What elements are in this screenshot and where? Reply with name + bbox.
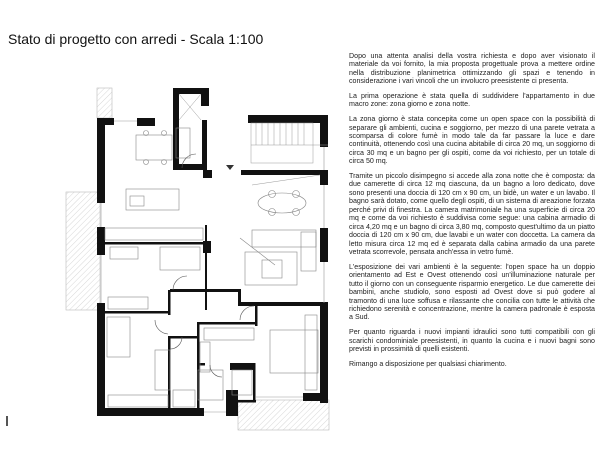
desk: [110, 247, 138, 259]
double-bed: [270, 330, 318, 373]
paragraph: [349, 92, 595, 109]
sofa: [252, 230, 316, 247]
text-line: cabina armadio da una parete vetrata scorrevole, pensata anch'essa: [349, 239, 595, 257]
text-line: camera matrimoniale ha una superficie di circa 20 mq e come da voi: [349, 205, 595, 223]
text-line: con gli scarichi condominiale preesistenti, in quanto la cucina e i: [349, 328, 595, 345]
wardrobe: [204, 328, 254, 340]
paragraph: [349, 52, 595, 86]
furniture: [105, 128, 318, 407]
paragraph: [349, 263, 595, 322]
text-line: mettere ordine nella distribuzione planimetrica ottimizzando gli: [349, 60, 595, 77]
rug: [245, 252, 297, 285]
text-line: serenità e concentrazione, mentre la camera padronale è esposta a: [349, 304, 595, 322]
text-line: La prima operazione è stata quella di suddividere l'appartamento in: [349, 92, 580, 100]
text-line: Sud.: [354, 313, 370, 322]
text-line: Dopo una attenta analisi della vostra richiesta e dopo aver visionato: [349, 52, 588, 60]
paragraph: [349, 115, 595, 166]
text-line: Tramite un piccolo disimpegno si accede alla zona notte che è: [349, 172, 550, 180]
paragraph: [349, 172, 595, 257]
text-line: piatto doccia di 120 cm x 90 cm, due lavabi e un water con: [349, 222, 595, 240]
text-line: soffusa e rilassante che concilia con tutte le attività che richiedono: [349, 296, 595, 313]
text-line: doccetta. La camera da letto misura circa 12 mq ed è separata dalla: [349, 231, 595, 248]
text-line: una parete vetrata a scomparsa di colore fumè in modo tale da far: [349, 123, 595, 140]
text-line: L'esposizione dei vari ambienti è la seguente: l'open space ha un: [349, 262, 571, 271]
text-line: loro dedicato, dove sono presenti una doccia di 120 cm x 90 cm, un: [349, 180, 595, 197]
text-line: richiesto è suddivisa come segue: una cabina armadio di circa 4,20: [349, 214, 595, 231]
text-line: un'illuminazione naturale per tutto il giorno con un conseguente: [349, 271, 595, 288]
text-line: mq e un bagno di circa 3,80 mq, composto quest'ultimo da un: [381, 222, 576, 231]
text-line: risparmio energetico. Le due camerette dei bambini, anche studiolo,: [349, 279, 595, 297]
drawing-title: Stato di progetto con arredi - Scala 1:100: [8, 31, 264, 47]
text-line: Rimango a disposizione per qualsiasi chiarimento.: [349, 359, 507, 368]
kitchen-island: [126, 189, 179, 210]
text-line: spazi e tenendo in considerazione i vari vincoli che un involucro: [349, 68, 595, 86]
paragraph: [349, 360, 595, 368]
paragraph: [349, 328, 595, 353]
text-line: nuovi bagni sono previsti in prossimità di quelli esistenti.: [349, 336, 595, 353]
text-line: ospiti, di un sistema di areazione forzata perché privi di finestra. La: [349, 197, 595, 214]
text-line: doppio orientamento ad Est e Ovest ottenendo così: [349, 262, 595, 280]
text-line: composta: da due camerette di circa 12 mq ciascuna, da un bagno a: [349, 172, 595, 189]
text-line: in vetro fumè.: [470, 248, 514, 257]
balcony-south: [238, 400, 329, 430]
windows: [101, 121, 324, 412]
entrance-arrow-icon: [226, 165, 234, 170]
text-line: passare la luce e dare continuità, ottenendo così una cucina: [349, 132, 595, 149]
text-line: bidè, un water e un lavabo. Il bagno sarà dotato, come quello degli: [349, 188, 595, 206]
text-line: Per quanto riguarda i nuovi impianti idraulici sono tutti compatibili: [349, 328, 569, 337]
text-line: possibilità di separare gli ambienti, cucina e soggiorno, per mezzo di: [349, 115, 595, 132]
text-line: il materiale da voi fornito, la mia proposta progettuale prova a: [349, 52, 595, 69]
bed-kid-2: [107, 317, 130, 357]
text-line: La zona giorno è stata concepita come un open space con la: [349, 115, 553, 124]
kitchen-counter: [105, 228, 203, 240]
balcony-north: [97, 88, 112, 118]
section-marker: [6, 416, 8, 426]
text-line: gli ospiti, come da voi richiesto, per un totale di circa 50 mq.: [349, 148, 595, 166]
project-description: [349, 52, 595, 374]
balcony-west: [66, 192, 100, 310]
text-line: due macro zone: zona giorno e zona notte.: [349, 92, 595, 109]
bed-kid-1: [160, 247, 200, 270]
text-line: sono esposti ad Ovest dove si può godere al tramonto di una luce: [349, 288, 595, 305]
dining-table-kitchen: [136, 135, 172, 160]
text-line: abitabile di circa 20 mq, un soggiorno di circa 30 mq e un bagno per: [349, 140, 595, 157]
text-line: preesistente ci presenta.: [490, 77, 569, 86]
